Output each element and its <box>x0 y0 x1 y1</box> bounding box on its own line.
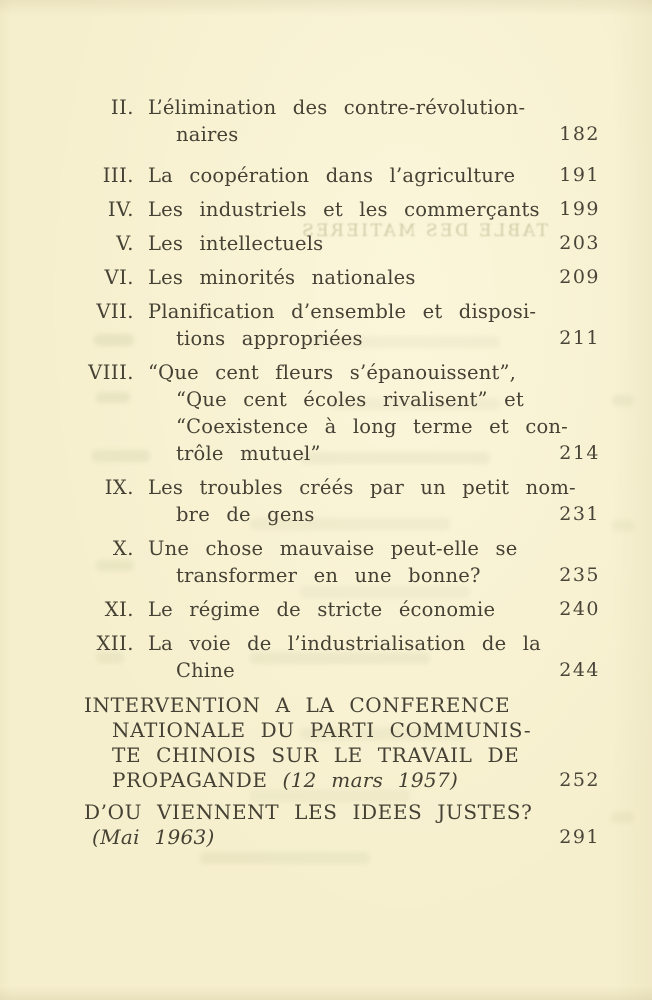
toc-entry-page-number: 211 <box>559 327 600 349</box>
toc-line <box>148 359 548 386</box>
toc-line <box>148 386 548 413</box>
toc-entry-text <box>148 264 548 291</box>
toc-line-text: bre de gens <box>176 503 315 526</box>
toc-line-text: Les minorités nationales <box>148 266 416 289</box>
toc-line-text: TE CHINOIS SUR LE TRAVAIL DE <box>112 743 520 767</box>
toc-line-text: NATIONALE DU PARTI COMMUNIS- <box>112 718 532 742</box>
toc-line-text: La voie de l’industrialisation de la <box>148 632 541 655</box>
toc-entry-text <box>148 596 548 623</box>
toc-section-heading <box>84 693 600 793</box>
toc-line-text: Planification d’ensemble et disposi- <box>148 300 537 323</box>
toc-entry-number: IX. <box>104 476 134 499</box>
toc-line <box>148 94 548 121</box>
toc-line-text: Les troubles créés par un petit nom- <box>148 476 576 499</box>
toc-entry <box>84 264 600 291</box>
toc-entry-text <box>148 298 548 352</box>
toc-entry-page-number: 252 <box>559 769 600 791</box>
toc-line <box>148 162 548 189</box>
toc-entry-text <box>148 94 548 148</box>
toc-line <box>148 657 548 684</box>
verso-bleedthrough-title: TABLE DES MATIERES <box>299 221 548 241</box>
toc-entry-text <box>148 359 568 467</box>
toc-line <box>148 474 576 501</box>
toc-line-italic-text: (12 mars 1957) <box>282 768 459 792</box>
toc-line <box>84 800 548 825</box>
toc-line-text: Les industriels et les commerçants <box>148 198 540 221</box>
toc-line <box>84 693 548 718</box>
toc-line <box>148 196 548 223</box>
toc-entry-number: X. <box>112 537 134 560</box>
toc-entry-page-number: 191 <box>559 164 600 186</box>
toc-entry-number: VIII. <box>88 361 134 384</box>
toc-entry-page-number: 182 <box>559 123 600 145</box>
toc-line-text: L’élimination des contre-révolution- <box>148 96 526 119</box>
toc-line-text: “Que cent fleurs s’épanouissent”, <box>148 361 517 384</box>
toc-line <box>148 535 548 562</box>
toc-entry-page-number: 231 <box>559 503 600 525</box>
toc-line-text: Chine <box>176 659 235 682</box>
toc-entry-page-number: 214 <box>559 442 600 464</box>
toc-line <box>148 413 568 440</box>
toc-section-text <box>84 693 548 793</box>
toc-line-text: Le régime de stricte économie <box>148 598 496 621</box>
toc-line-text: Les intellectuels <box>148 232 324 255</box>
toc-line-text: INTERVENTION A LA CONFERENCE <box>84 693 511 717</box>
toc-line <box>148 121 548 148</box>
paper-smudge <box>200 852 370 864</box>
toc-entry-text <box>148 535 548 589</box>
toc-entry-text <box>148 630 548 684</box>
toc-line-text: trôle mutuel” <box>176 442 321 465</box>
toc-line <box>148 501 548 528</box>
toc-line-text: transformer en une bonne? <box>176 564 481 587</box>
toc-entry <box>84 474 600 528</box>
toc-entry <box>84 94 600 148</box>
toc-entry <box>84 359 600 467</box>
toc-line-italic-text: (Mai 1963) <box>92 825 215 849</box>
toc-line-text: tions appropriées <box>176 327 363 350</box>
toc-line <box>148 630 548 657</box>
toc-entry-page-number: 240 <box>559 598 600 620</box>
toc-line <box>148 325 548 352</box>
toc-line <box>84 768 548 793</box>
toc-section-text <box>84 800 548 850</box>
toc-line-text: “Coexistence à long terme et con- <box>176 415 568 438</box>
toc-entry-page-number: 209 <box>559 266 600 288</box>
toc-entry-page-number: 235 <box>559 564 600 586</box>
toc-entry-text <box>148 196 548 223</box>
toc-line-text: D’OU VIENNENT LES IDEES JUSTES? <box>84 800 533 824</box>
toc-line <box>148 264 548 291</box>
toc-entry-number: II. <box>110 96 134 119</box>
toc-line <box>148 596 548 623</box>
toc-entry <box>84 298 600 352</box>
toc-entry-number: V. <box>116 232 134 255</box>
toc-entry-number: VI. <box>104 266 134 289</box>
toc-entry-text <box>148 162 548 189</box>
toc-entry <box>84 535 600 589</box>
toc-line <box>148 230 548 257</box>
toc-line-text: Une chose mauvaise peut-elle se <box>148 537 518 560</box>
toc-line-text: naires <box>176 123 239 146</box>
toc-entry-page-number: 244 <box>559 659 600 681</box>
toc-line-text: PROPAGANDE <box>112 768 283 792</box>
toc-line-text: “Que cent écoles rivalisent” et <box>176 388 524 411</box>
toc-entry-page-number: 199 <box>559 198 600 220</box>
toc-line <box>148 440 548 467</box>
toc-entry <box>84 630 600 684</box>
toc-entry-number: XII. <box>96 632 134 655</box>
toc-line <box>84 743 548 768</box>
toc-entry <box>84 196 600 223</box>
toc-entry <box>84 230 600 257</box>
toc-entry-text <box>148 474 576 528</box>
toc-entry <box>84 596 600 623</box>
toc-entry-number: IV. <box>107 198 134 221</box>
toc-section-heading <box>84 800 600 850</box>
toc-line-text: La coopération dans l’agriculture <box>148 164 516 187</box>
toc-line <box>84 825 548 850</box>
toc-entry-number: III. <box>102 164 134 187</box>
toc-line <box>84 718 548 743</box>
toc-entry <box>84 162 600 189</box>
toc-entry-page-number: 291 <box>559 826 600 848</box>
toc-entry-number: XI. <box>104 598 134 621</box>
toc-entry-number: VII. <box>96 300 134 323</box>
toc-line <box>148 298 548 325</box>
toc-entry-text <box>148 230 548 257</box>
toc-line <box>148 562 548 589</box>
toc-entry-page-number: 203 <box>559 232 600 254</box>
